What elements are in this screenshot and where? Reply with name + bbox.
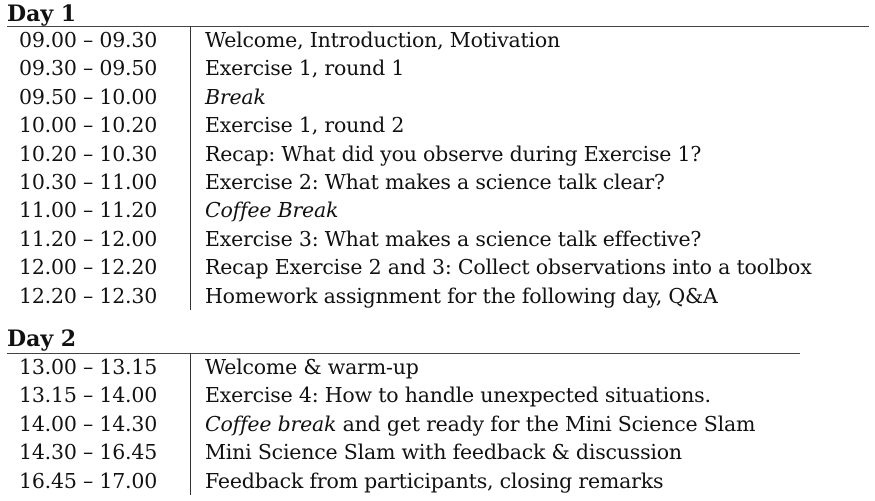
table-row [13,111,812,139]
time-slot: 09.00 – 09.30 [13,26,191,54]
time-slot: 13.15 – 14.00 [13,381,191,409]
time-slot: 12.00 – 12.20 [13,253,191,281]
table-row [13,353,755,381]
time-slot: 16.45 – 17.00 [13,467,191,495]
activity: Exercise 1, round 1 [205,56,405,81]
activity [191,410,756,438]
table-row [13,168,812,196]
time-slot: 14.00 – 14.30 [13,410,191,438]
table-row [13,140,812,168]
time-slot: 11.20 – 12.00 [13,225,191,253]
activity: Recap: What did you observe during Exercise 1? [205,141,702,166]
activity: Homework assignment for the following day, Q&A [205,283,718,308]
activity-break: Break [205,84,266,109]
table-row [13,54,812,82]
day-2-schedule-table [13,353,755,495]
activity: Welcome & warm-up [205,355,419,379]
table-row [13,438,755,466]
time-slot: 09.30 – 09.50 [13,54,191,82]
time-slot: 10.30 – 11.00 [13,168,191,196]
table-row [13,410,755,438]
table-row [13,225,812,253]
table-row [13,282,812,310]
table-row [13,381,755,409]
activity: Exercise 3: What makes a science talk effective? [205,226,702,251]
activity: Feedback from participants, closing remarks [205,468,664,493]
activity-rest: and get ready for the Mini Science Slam [336,411,756,436]
activity: Exercise 2: What makes a science talk clear? [205,170,665,195]
table-row [13,196,812,224]
time-slot: 11.00 – 11.20 [13,196,191,224]
activity: Exercise 1, round 2 [205,113,405,138]
time-slot: 10.20 – 10.30 [13,140,191,168]
time-slot: 13.00 – 13.15 [13,353,191,381]
activity: Mini Science Slam with feedback & discussion [205,440,682,465]
day-1-heading: Day 1 [7,1,77,27]
day-1-schedule-table [13,26,812,310]
time-slot: 12.20 – 12.30 [13,282,191,310]
activity-coffee-break: Coffee Break [205,198,339,223]
time-slot: 09.50 – 10.00 [13,83,191,111]
time-slot: 10.00 – 10.20 [13,111,191,139]
time-slot: 14.30 – 16.45 [13,438,191,466]
activity-coffee-break-emphasis: Coffee break [205,411,337,436]
table-row [13,83,812,111]
activity: Welcome, Introduction, Motivation [205,28,561,52]
activity: Exercise 4: How to handle unexpected situations. [205,383,711,408]
table-row [13,467,755,495]
activity: Recap Exercise 2 and 3: Collect observations into a toolbox [205,255,812,280]
table-row [13,253,812,281]
day-2-heading: Day 2 [7,326,77,352]
table-row [13,26,812,54]
